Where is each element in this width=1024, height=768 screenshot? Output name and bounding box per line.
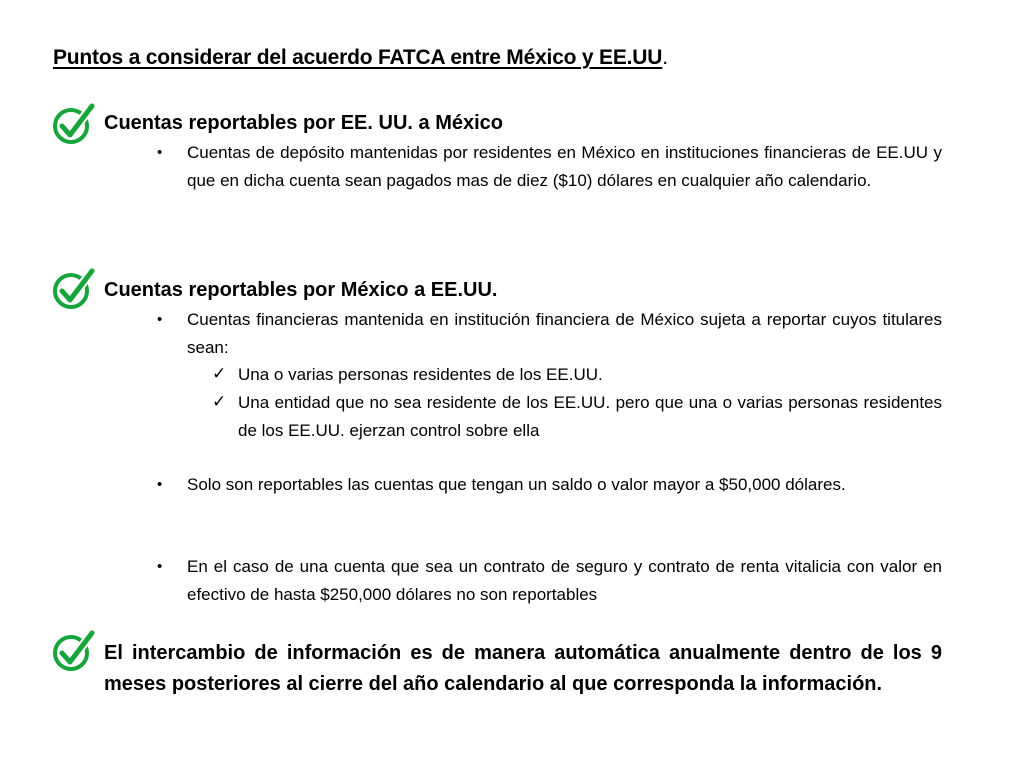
checkmark-bullet-icon: ✓: [212, 392, 227, 412]
bullet-marker: •: [157, 311, 163, 328]
sub-item-non-resident-entity: Una entidad que no sea residente de los EE.UU. pero que una o varias personas residentes de los EE.UU. ejerzan control sobre ella: [238, 393, 942, 440]
slide-title-period: .: [662, 46, 668, 69]
slide-title: [53, 46, 668, 70]
bullet-text-threshold: Solo son reportables las cuentas que tengan un saldo o valor mayor a $50,000 dólares.: [187, 475, 846, 494]
section-heading-mexico-to-eeuu: Cuentas reportables por México a EE.UU.: [104, 279, 498, 301]
section-heading-eeuu-to-mexico: Cuentas reportables por EE. UU. a México: [104, 112, 503, 134]
checkmark-bullet-icon: ✓: [212, 364, 227, 384]
final-statement-exchange: El intercambio de información es de manera automática anualmente dentro de los 9 meses posteriores al cierre del año calendario al que corresponda la información.: [104, 642, 942, 695]
bullet-marker: •: [157, 476, 163, 493]
slide-title-text: Puntos a considerar del acuerdo FATCA entre México y EE.UU: [53, 46, 663, 69]
bullet-text-deposit-accounts: Cuentas de depósito mantenidas por residentes en México en instituciones financieras de EE.UU y que en dicha cuenta sean pagados mas de diez ($10) dólares en cualquier año calendario.: [187, 143, 942, 190]
sub-item-us-residents: Una o varias personas residentes de los EE.UU.: [238, 365, 603, 384]
green-check-icon: [52, 266, 98, 312]
green-check-icon: [52, 101, 98, 147]
bullet-marker: •: [157, 144, 163, 161]
bullet-marker: •: [157, 558, 163, 575]
green-check-icon: [52, 628, 98, 674]
bullet-text-financial-accounts: Cuentas financieras mantenida en institución financiera de México sujeta a reportar cuyos titulares sean:: [187, 310, 942, 357]
bullet-text-insurance-contract: En el caso de una cuenta que sea un contrato de seguro y contrato de renta vitalicia con valor en efectivo de hasta $250,000 dólares no son reportables: [187, 557, 942, 604]
